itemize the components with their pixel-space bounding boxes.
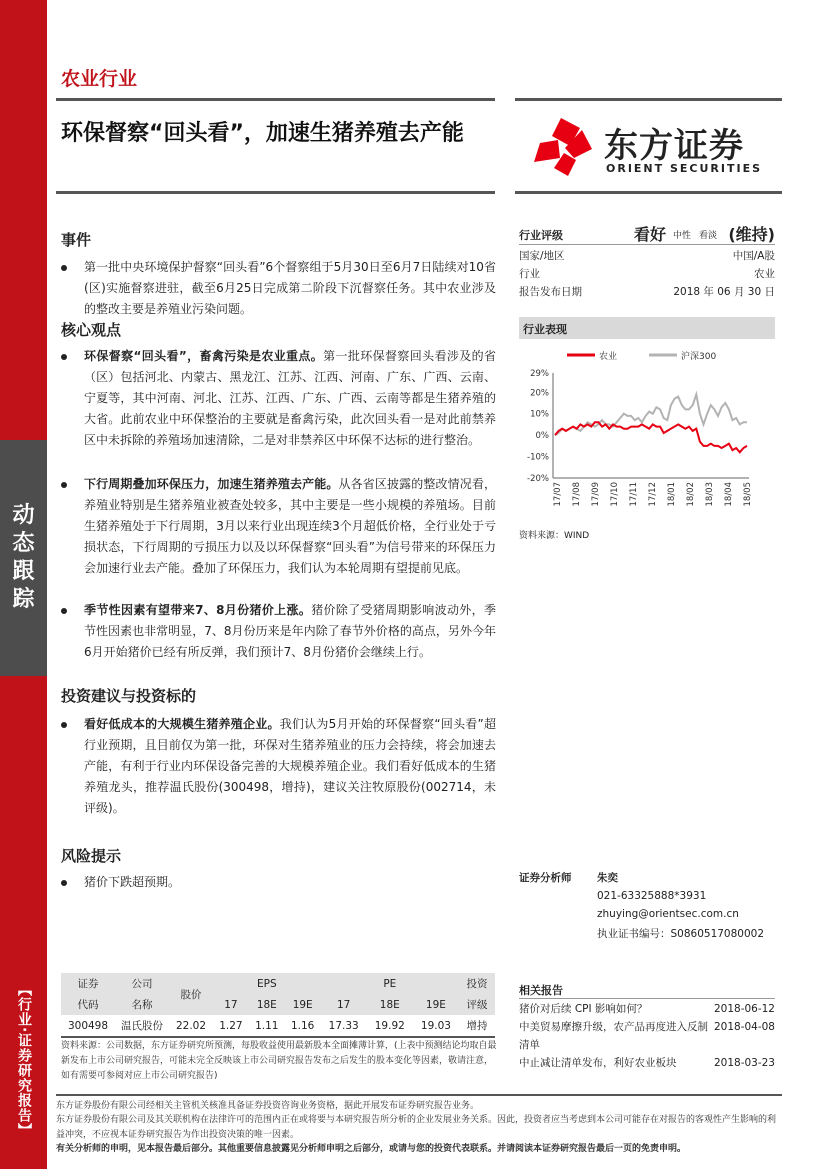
cell-eps-19e: 1.16: [290, 1019, 315, 1032]
event-heading: 事件: [61, 231, 92, 249]
core-item-1-text: 第一批环保督察回头看涉及的省（区）包括河北、内蒙古、黑龙江、江苏、江西、河南、广东、广西、云南、宁夏等，其中河南、河北、江苏、江西、广东、广西、云南等都是生猪养殖的大省。此前农业中环保整治的主要就是畜禽污染，此次回头看一是对此前禁养区中未拆除的养殖场加速清除，二是对非禁养区中环保不达标的进行整治。: [84, 349, 496, 447]
core-item-1-lead: 环保督察“回头看”，畜禽污染是农业重点。: [84, 349, 324, 363]
rating-row-value: 农业: [754, 268, 775, 280]
rating-good: 看好: [634, 225, 667, 244]
analyst-email[interactable]: zhuying@orientsec.com.cn: [597, 908, 739, 920]
header-divider-top: [56, 98, 495, 101]
footer-line-1: 东方证券股份有限公司经相关主管机关核准具备证券投资咨询业务资格，据此开展发布证券研究报告业务。: [56, 1101, 480, 1111]
core-item-2-lead: 下行周期叠加环保压力，加速生猪养殖去产能。: [84, 477, 339, 491]
core-item-3-text: 猪价除了受猪周期影响波动外，季节性因素也非常明显，7、8月份历来是年内除了春节外价格的高点，另外今年6月开始猪价已经有所反弹，我们预计7、8月份猪价会继续上行。: [84, 603, 496, 659]
related-title: 中美贸易摩擦升级，农产品再度进入反制清单: [519, 1021, 708, 1051]
table-row: [61, 1015, 495, 1037]
event-text: 第一批中央环境保护督察“回头看”6个督察组于5月30日至6月7日陆续对10省(区)实施督察进驻，截至6月25日完成第二阶段下沉督察任务。其中农业涉及的整改主要是养殖业污染问题。: [84, 260, 496, 316]
report-category-label: 【行业·证券研究报告】: [16, 981, 32, 1139]
footer-line-2: 东方证券股份有限公司及其关联机构在法律许可的范围内正在或将要与本研究报告所分析的企业发展业务关系。因此，投资者应当考虑到本公司可能存在对报告的客观性产生影响的利益冲突，不应视本证券研究报告为作出投资决策的唯一因素。: [56, 1115, 777, 1140]
x-tick-label: 17/10: [610, 482, 620, 507]
x-tick-label: 17/12: [648, 482, 658, 507]
rating-neutral: 中性: [673, 231, 692, 241]
core-item-1: [84, 346, 496, 451]
cell-price: 22.02: [175, 1019, 207, 1032]
th-company: 公司: [131, 978, 153, 990]
th-eps-17: 17: [224, 998, 238, 1011]
bullet-icon: [61, 482, 67, 488]
analyst-cert: 执业证书编号：S0860517080002: [597, 928, 765, 940]
cell-company: 温氏股份: [121, 1020, 163, 1032]
bullet-icon: [61, 608, 67, 614]
legend-label: 沪深300: [681, 352, 717, 362]
x-tick-label: 17/11: [629, 482, 639, 507]
list-item[interactable]: [519, 1054, 775, 1072]
th-price: 股价: [180, 988, 202, 1001]
logo-mark-icon: [528, 116, 594, 178]
analyst-label: 证券分析师: [519, 872, 572, 884]
rating-row-value: 2018 年 06 月 30 日: [673, 286, 775, 298]
th-code: 证券: [77, 978, 99, 990]
th-company-2: 名称: [131, 999, 153, 1011]
perf-heading: 行业表现: [523, 323, 567, 336]
related-heading: 相关报告: [519, 984, 563, 997]
core-item-2: [84, 474, 496, 579]
list-item[interactable]: [519, 1018, 775, 1054]
th-eps-18e: 18E: [256, 998, 277, 1011]
core-item-3-lead: 季节性因素有望带来7、8月份猪价上涨。: [84, 603, 312, 617]
footer-divider: [56, 1094, 782, 1096]
th-pe-17: 17: [336, 998, 351, 1011]
logo-divider: [515, 191, 782, 194]
rating-row-key: 行业: [519, 268, 540, 280]
x-tick-label: 18/04: [724, 482, 734, 507]
rating-row-key: 报告发布日期: [519, 286, 582, 298]
rating-label: 行业评级: [519, 229, 563, 242]
core-item-2-text: 从各省区披露的整改情况看，养殖业特别是生猪养殖业被查处较多，其中主要是一些小规模的养殖场。目前生猪养殖处于下行周期，3月以来行业出现连续3个月超低价格，全行业处于亏损状态，下行周期的亏损压力以及以环保督察“回头看”为信号带来的环保压力会加速行业去产能。叠加了环保压力，我们认为本轮周期有望提前见底。: [84, 477, 496, 575]
series-line: [555, 394, 747, 435]
invest-body: 我们认为5月开始的环保督察“回头看”超行业预期，且目前仅为第一批，环保对生猪养殖业的压力会持续，将会加速去产能，有利于行业内环保设备完善的大规模养殖企业。我们看好低成本的生猪养殖龙头，推荐温氏股份(300498，增持)，建议关注牧原股份(002714，未评级)。: [84, 717, 496, 815]
analyst-phone: 021-63325888*3931: [597, 890, 707, 902]
rating-row: [519, 283, 775, 301]
x-tick-label: 18/05: [743, 482, 753, 507]
bullet-icon: [61, 880, 67, 886]
related-date: 2018-03-23: [713, 1057, 775, 1069]
industry-label: 农业行业: [61, 68, 138, 90]
rating-row: [519, 247, 775, 265]
cell-eps-17: 1.27: [219, 1019, 243, 1032]
invest-text: [84, 714, 496, 819]
cell-pe-17: 17.33: [328, 1019, 359, 1032]
x-tick-label: 17/09: [591, 482, 601, 507]
rating-row-value: 中国/A股: [732, 250, 775, 262]
y-tick-label: 0%: [535, 431, 549, 442]
report-type-tab: [0, 440, 47, 676]
related-date: 2018-06-12: [713, 1003, 775, 1015]
invest-lead: 看好低成本的大规模生猪养殖企业。: [84, 717, 280, 731]
related-list: [519, 1000, 775, 1072]
y-tick-label: -20%: [527, 474, 549, 484]
list-item[interactable]: [519, 1000, 775, 1018]
bullet-icon: [61, 354, 67, 360]
th-pe: PE: [383, 977, 397, 990]
report-type-label: 动态跟踪: [12, 503, 35, 612]
rating-box: [519, 222, 775, 245]
bullet-icon: [61, 265, 67, 271]
stock-table: [61, 973, 495, 1038]
series-line: [555, 422, 747, 452]
perf-chart: [519, 343, 775, 513]
x-tick-label: 17/07: [553, 482, 563, 507]
report-title: 环保督察“回头看”，加速生猪养殖去产能: [61, 121, 464, 146]
related-title: 中止减让清单发布，利好农业板块: [519, 1057, 677, 1069]
legend-label: 农业: [599, 352, 618, 362]
core-item-3: [84, 600, 496, 663]
y-tick-label: 10%: [530, 409, 549, 420]
cell-code: 300498: [67, 1019, 109, 1032]
x-tick-label: 18/01: [667, 482, 677, 507]
risk-text: 猪价下跌超预期。: [84, 875, 181, 889]
th-rating: 投资: [466, 978, 488, 990]
x-tick-label: 17/08: [572, 482, 582, 507]
cell-pe-19e: 19.03: [420, 1019, 451, 1032]
y-tick-label: 20%: [530, 388, 549, 399]
cell-eps-18e: 1.11: [255, 1019, 279, 1032]
x-tick-label: 18/03: [705, 482, 715, 507]
rating-row: [519, 265, 775, 283]
related-divider: [519, 998, 775, 999]
th-pe-18e: 18E: [379, 998, 400, 1011]
footer-line-3: 有关分析师的申明，见本报告最后部分。其他重要信息披露见分析师申明之后部分，或请与您的投资代表联系。并请阅读本证券研究报告最后一页的免责申明。: [56, 1144, 687, 1154]
rating-status: (维持): [728, 225, 775, 244]
related-title: 猪价对后续 CPI 影响如何？: [519, 1003, 648, 1015]
th-eps-19e: 19E: [292, 998, 313, 1011]
table-note: 资料来源：公司数据，东方证券研究所预测，每股收益使用最新股本全面摊薄计算，(上表中预测结论均取自最新发布上市公司研究报告，可能未完全反映该上市公司研究报告发布之后发生的股本变化等因素，敬请注意，如有需要可参阅对应上市公司研究报告): [61, 1041, 497, 1081]
cell-rating: 增持: [466, 1020, 488, 1032]
th-eps: EPS: [256, 977, 277, 990]
logo-text-cn: 东方证券: [604, 126, 744, 166]
th-rating-2: 评级: [466, 999, 488, 1011]
th-pe-19e: 19E: [425, 998, 446, 1011]
company-logo: [528, 116, 778, 180]
analyst-block: [519, 870, 775, 950]
risk-heading: 风险提示: [61, 847, 122, 865]
table-header-row: [61, 994, 495, 1015]
y-tick-label: -10%: [527, 452, 549, 463]
invest-heading: 投资建议与投资标的: [61, 687, 197, 705]
th-code-2: 代码: [77, 999, 99, 1011]
bullet-icon: [61, 722, 67, 728]
related-date: 2018-04-08: [713, 1021, 775, 1033]
analyst-name: 朱奕: [597, 872, 618, 884]
logo-text-en: ORIENT SECURITIES: [606, 162, 763, 175]
perf-heading-bar: [519, 317, 775, 339]
title-divider: [56, 191, 495, 194]
header-divider-right: [515, 98, 782, 101]
table-header-row: [61, 973, 495, 994]
y-tick-label: 29%: [530, 369, 549, 379]
chart-source: 资料来源：WIND: [519, 531, 590, 541]
core-heading: 核心观点: [61, 321, 122, 339]
rating-row-key: 国家/地区: [519, 250, 565, 262]
cell-pe-18e: 19.92: [374, 1019, 405, 1032]
x-tick-label: 18/02: [686, 482, 696, 507]
rating-bad: 看淡: [699, 231, 718, 241]
